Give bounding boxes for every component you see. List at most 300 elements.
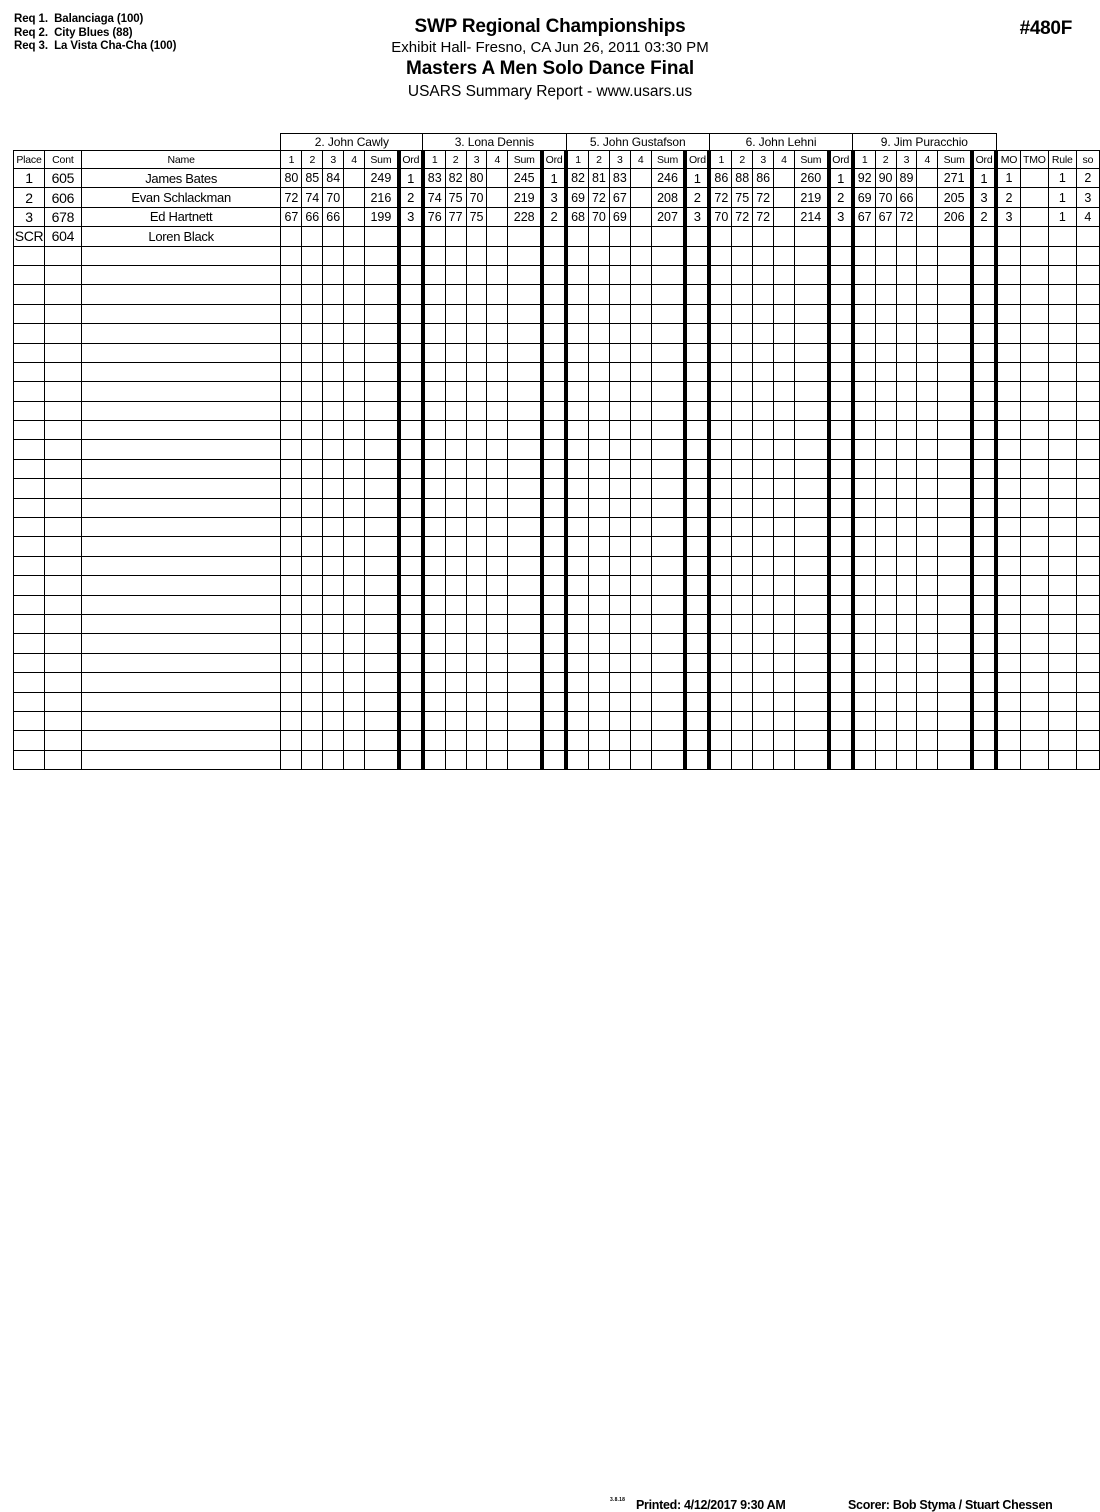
cell-empty	[896, 382, 917, 401]
cell-j1-s2: 74	[302, 188, 323, 207]
judge-band-spacer	[14, 134, 281, 151]
cell-empty	[917, 479, 938, 498]
cell-empty	[875, 537, 896, 556]
cell-empty	[344, 634, 365, 653]
cell-empty	[630, 459, 651, 478]
cell-empty	[302, 401, 323, 420]
cell-empty	[344, 401, 365, 420]
cell-empty	[774, 459, 795, 478]
cell-empty	[14, 401, 45, 420]
header-j5-3: 3	[896, 151, 917, 169]
cell-empty	[685, 634, 709, 653]
cell-empty	[364, 304, 398, 323]
table-row-empty[interactable]	[14, 479, 1100, 498]
cell-empty	[709, 285, 731, 304]
cell-empty	[487, 673, 508, 692]
cell-empty	[1020, 304, 1048, 323]
cell-empty	[542, 537, 566, 556]
table-row-empty[interactable]	[14, 653, 1100, 672]
table-row-empty[interactable]	[14, 576, 1100, 595]
cell-empty	[732, 692, 753, 711]
cell-empty	[1076, 285, 1099, 304]
cell-empty	[972, 518, 996, 537]
cell-empty	[344, 479, 365, 498]
cell-empty	[938, 285, 972, 304]
cell-empty	[508, 518, 542, 537]
cell-empty	[44, 498, 81, 517]
cell-empty	[651, 459, 685, 478]
header-j1-sum: Sum	[364, 151, 398, 169]
cell-j2-sum: 228	[508, 207, 542, 226]
cell-empty	[81, 440, 281, 459]
cell-empty	[508, 692, 542, 711]
cell-empty	[364, 711, 398, 730]
cell-empty	[829, 634, 853, 653]
cell-empty	[829, 343, 853, 362]
cell-empty	[685, 440, 709, 459]
cell-empty	[630, 692, 651, 711]
cell-empty	[651, 324, 685, 343]
cell-empty	[487, 382, 508, 401]
cell-empty	[685, 556, 709, 575]
cell-empty	[896, 304, 917, 323]
cell-empty	[588, 382, 609, 401]
cell-empty	[566, 440, 588, 459]
cell-empty	[1020, 673, 1048, 692]
cell-empty	[1020, 634, 1048, 653]
cell-empty	[938, 324, 972, 343]
cell-empty	[732, 653, 753, 672]
cell-j5-ord: 1	[972, 169, 996, 188]
cell-empty	[896, 537, 917, 556]
title-block	[230, 16, 870, 103]
cell-empty	[302, 421, 323, 440]
cell-empty	[732, 265, 753, 284]
cell-j4-s4	[774, 169, 795, 188]
cell-empty	[1076, 421, 1099, 440]
table-row-empty[interactable]	[14, 440, 1100, 459]
table-row-empty[interactable]	[14, 304, 1100, 323]
cell-empty	[685, 692, 709, 711]
cell-tmo	[1020, 227, 1048, 246]
cell-empty	[588, 673, 609, 692]
cell-empty	[364, 556, 398, 575]
cell-empty	[44, 537, 81, 556]
cell-empty	[732, 711, 753, 730]
cell-empty	[853, 382, 875, 401]
cell-empty	[732, 459, 753, 478]
cell-empty	[853, 285, 875, 304]
cell-empty	[609, 421, 630, 440]
cell-place: 1	[14, 169, 45, 188]
cell-empty	[281, 595, 302, 614]
header-j1-1: 1	[281, 151, 302, 169]
cell-j4-s4	[774, 207, 795, 226]
table-row-empty[interactable]	[14, 401, 1100, 420]
table-row-empty[interactable]	[14, 673, 1100, 692]
cell-place: 2	[14, 188, 45, 207]
cell-empty	[44, 711, 81, 730]
cell-empty	[875, 265, 896, 284]
cell-empty	[508, 382, 542, 401]
cell-cont: 604	[44, 227, 81, 246]
cell-empty	[44, 265, 81, 284]
cell-empty	[466, 246, 487, 265]
cell-empty	[281, 711, 302, 730]
cell-empty	[423, 246, 445, 265]
cell-empty	[542, 711, 566, 730]
cell-empty	[853, 362, 875, 381]
cell-empty	[732, 246, 753, 265]
cell-empty	[609, 692, 630, 711]
cell-empty	[630, 479, 651, 498]
cell-empty	[630, 246, 651, 265]
cell-empty	[542, 421, 566, 440]
cell-empty	[753, 576, 774, 595]
header-j4-4: 4	[774, 151, 795, 169]
cell-empty	[1048, 498, 1076, 517]
cell-empty	[566, 343, 588, 362]
cell-empty	[344, 614, 365, 633]
cell-empty	[896, 673, 917, 692]
cell-empty	[81, 692, 281, 711]
cell-empty	[423, 653, 445, 672]
cell-empty	[938, 673, 972, 692]
table-row-empty[interactable]	[14, 518, 1100, 537]
table-row-empty[interactable]	[14, 343, 1100, 362]
cell-empty	[1020, 595, 1048, 614]
cell-empty	[609, 614, 630, 633]
cell-empty	[1020, 556, 1048, 575]
cell-j3-s4	[630, 188, 651, 207]
cell-empty	[323, 479, 344, 498]
cell-empty	[364, 692, 398, 711]
cell-empty	[1048, 459, 1076, 478]
cell-empty	[508, 343, 542, 362]
cell-empty	[917, 556, 938, 575]
cell-empty	[399, 673, 423, 692]
cell-empty	[609, 401, 630, 420]
table-row-empty[interactable]	[14, 382, 1100, 401]
table-row[interactable]	[14, 227, 1100, 246]
cell-empty	[630, 518, 651, 537]
cell-empty	[423, 479, 445, 498]
cell-so	[1076, 227, 1099, 246]
cell-empty	[609, 246, 630, 265]
cell-empty	[487, 711, 508, 730]
cell-empty	[630, 440, 651, 459]
cell-empty	[753, 324, 774, 343]
cell-empty	[917, 459, 938, 478]
cell-empty	[542, 343, 566, 362]
cell-empty	[774, 711, 795, 730]
cell-j5-s3: 66	[896, 188, 917, 207]
cell-empty	[466, 401, 487, 420]
cell-empty	[1048, 595, 1076, 614]
table-row-empty[interactable]	[14, 595, 1100, 614]
table-row-empty[interactable]	[14, 324, 1100, 343]
cell-j5-s1: 67	[853, 207, 875, 226]
cell-empty	[588, 285, 609, 304]
cell-empty	[829, 576, 853, 595]
cell-j3-s3	[609, 227, 630, 246]
cell-empty	[917, 304, 938, 323]
cell-empty	[774, 498, 795, 517]
cell-empty	[917, 285, 938, 304]
cell-empty	[487, 537, 508, 556]
cell-empty	[44, 362, 81, 381]
table-row-empty[interactable]	[14, 265, 1100, 284]
table-row[interactable]	[14, 169, 1100, 188]
cell-empty	[487, 459, 508, 478]
cell-empty	[753, 459, 774, 478]
cell-j3-s4	[630, 169, 651, 188]
cell-empty	[344, 595, 365, 614]
cell-empty	[829, 595, 853, 614]
cell-empty	[938, 537, 972, 556]
cell-empty	[487, 614, 508, 633]
cell-empty	[630, 537, 651, 556]
cell-empty	[996, 304, 1020, 323]
cell-empty	[609, 362, 630, 381]
cell-j4-s3	[753, 227, 774, 246]
cell-j1-sum	[364, 227, 398, 246]
cell-empty	[302, 556, 323, 575]
cell-empty	[466, 304, 487, 323]
cell-empty	[566, 673, 588, 692]
cell-empty	[875, 246, 896, 265]
cell-empty	[344, 692, 365, 711]
cell-empty	[753, 382, 774, 401]
cell-empty	[972, 692, 996, 711]
cell-empty	[466, 673, 487, 692]
judge-name-2: 3. Lona Dennis	[423, 134, 566, 151]
cell-empty	[508, 459, 542, 478]
cell-empty	[1076, 401, 1099, 420]
cell-empty	[794, 304, 828, 323]
cell-empty	[588, 653, 609, 672]
cell-empty	[896, 285, 917, 304]
cell-empty	[508, 362, 542, 381]
cell-empty	[542, 401, 566, 420]
cell-j1-s3: 66	[323, 207, 344, 226]
cell-j2-s1: 83	[423, 169, 445, 188]
cell-j4-s3: 86	[753, 169, 774, 188]
cell-j3-s1: 82	[566, 169, 588, 188]
cell-empty	[875, 459, 896, 478]
cell-j3-ord: 1	[685, 169, 709, 188]
cell-rule: 1	[1048, 169, 1076, 188]
cell-empty	[774, 479, 795, 498]
cell-empty	[996, 440, 1020, 459]
cell-empty	[302, 498, 323, 517]
header-j4-1: 1	[709, 151, 731, 169]
cell-empty	[794, 246, 828, 265]
cell-empty	[14, 556, 45, 575]
cell-empty	[709, 537, 731, 556]
cell-empty	[466, 324, 487, 343]
cell-empty	[566, 498, 588, 517]
cell-empty	[399, 343, 423, 362]
cell-j3-sum	[651, 227, 685, 246]
cell-empty	[423, 459, 445, 478]
cell-empty	[753, 692, 774, 711]
cell-empty	[364, 382, 398, 401]
header-tmo: TMO	[1020, 151, 1048, 169]
table-row-empty[interactable]	[14, 634, 1100, 653]
cell-empty	[445, 343, 466, 362]
cell-empty	[896, 614, 917, 633]
cell-empty	[875, 595, 896, 614]
cell-empty	[794, 537, 828, 556]
cell-j3-s1: 68	[566, 207, 588, 226]
cell-empty	[685, 614, 709, 633]
cell-empty	[81, 401, 281, 420]
cell-empty	[445, 498, 466, 517]
cell-empty	[609, 595, 630, 614]
cell-empty	[794, 459, 828, 478]
cell-j5-s4	[917, 207, 938, 226]
cell-empty	[588, 595, 609, 614]
cell-empty	[399, 634, 423, 653]
table-row-empty[interactable]	[14, 711, 1100, 730]
cell-empty	[281, 285, 302, 304]
cell-j1-s3	[323, 227, 344, 246]
cell-empty	[917, 498, 938, 517]
header-j2-ord: Ord	[542, 151, 566, 169]
cell-empty	[685, 518, 709, 537]
cell-empty	[466, 459, 487, 478]
cell-empty	[774, 673, 795, 692]
table-row-empty[interactable]	[14, 285, 1100, 304]
cell-empty	[487, 576, 508, 595]
cell-empty	[829, 614, 853, 633]
cell-j5-s2: 70	[875, 188, 896, 207]
cell-empty	[1048, 479, 1076, 498]
cell-empty	[685, 246, 709, 265]
cell-j4-s1	[709, 227, 731, 246]
cell-empty	[344, 440, 365, 459]
cell-empty	[423, 362, 445, 381]
cell-empty	[487, 343, 508, 362]
cell-empty	[794, 362, 828, 381]
judge-name-band	[14, 134, 1100, 151]
cell-empty	[709, 653, 731, 672]
cell-empty	[364, 537, 398, 556]
cell-empty	[917, 265, 938, 284]
cell-j2-s4	[487, 207, 508, 226]
cell-j2-s3: 75	[466, 207, 487, 226]
cell-empty	[774, 634, 795, 653]
cell-empty	[753, 653, 774, 672]
cell-empty	[651, 343, 685, 362]
cell-empty	[685, 595, 709, 614]
cell-empty	[302, 614, 323, 633]
cell-empty	[364, 614, 398, 633]
cell-empty	[44, 634, 81, 653]
cell-empty	[302, 459, 323, 478]
cell-empty	[917, 653, 938, 672]
cell-empty	[896, 518, 917, 537]
cell-empty	[588, 459, 609, 478]
cell-empty	[542, 692, 566, 711]
cell-j2-ord	[542, 227, 566, 246]
cell-j1-s1: 72	[281, 188, 302, 207]
cell-empty	[364, 518, 398, 537]
cell-empty	[1020, 362, 1048, 381]
cell-empty	[344, 576, 365, 595]
cell-empty	[364, 479, 398, 498]
cell-j2-s2	[445, 227, 466, 246]
table-row[interactable]	[14, 188, 1100, 207]
table-row-empty[interactable]	[14, 246, 1100, 265]
table-row-empty[interactable]	[14, 421, 1100, 440]
cell-empty	[81, 711, 281, 730]
cell-empty	[281, 440, 302, 459]
cell-empty	[344, 653, 365, 672]
cell-empty	[630, 711, 651, 730]
cell-empty	[972, 401, 996, 420]
cell-empty	[364, 440, 398, 459]
table-row[interactable]	[14, 207, 1100, 226]
cell-empty	[423, 692, 445, 711]
cell-empty	[566, 324, 588, 343]
header-j4-2: 2	[732, 151, 753, 169]
cell-empty	[364, 595, 398, 614]
cell-empty	[709, 304, 731, 323]
cell-empty	[566, 634, 588, 653]
table-row-empty[interactable]	[14, 459, 1100, 478]
cell-empty	[829, 324, 853, 343]
cell-j2-ord: 1	[542, 169, 566, 188]
header-j3-ord: Ord	[685, 151, 709, 169]
cell-j3-s2: 72	[588, 188, 609, 207]
table-row-empty[interactable]	[14, 614, 1100, 633]
cell-empty	[508, 421, 542, 440]
cell-empty	[281, 653, 302, 672]
table-row-empty[interactable]	[14, 692, 1100, 711]
cell-empty	[323, 440, 344, 459]
table-row-empty[interactable]	[14, 556, 1100, 575]
cell-empty	[1076, 362, 1099, 381]
cell-empty	[81, 362, 281, 381]
cell-j5-s2: 90	[875, 169, 896, 188]
report-source-line: USARS Summary Report - www.usars.us	[407, 83, 693, 100]
cell-empty	[81, 343, 281, 362]
cell-empty	[685, 459, 709, 478]
cell-empty	[774, 246, 795, 265]
table-row-empty[interactable]	[14, 498, 1100, 517]
cell-empty	[1020, 343, 1048, 362]
cell-empty	[1048, 362, 1076, 381]
cell-empty	[753, 421, 774, 440]
cell-empty	[466, 382, 487, 401]
cell-empty	[466, 614, 487, 633]
cell-empty	[938, 498, 972, 517]
table-row-empty[interactable]	[14, 362, 1100, 381]
cell-empty	[774, 614, 795, 633]
cell-empty	[1020, 459, 1048, 478]
cell-empty	[774, 265, 795, 284]
table-row-empty[interactable]	[14, 537, 1100, 556]
cell-empty	[44, 459, 81, 478]
cell-empty	[1048, 556, 1076, 575]
cell-empty	[566, 304, 588, 323]
cell-empty	[774, 382, 795, 401]
cell-empty	[774, 362, 795, 381]
cell-empty	[399, 692, 423, 711]
cell-empty	[794, 673, 828, 692]
